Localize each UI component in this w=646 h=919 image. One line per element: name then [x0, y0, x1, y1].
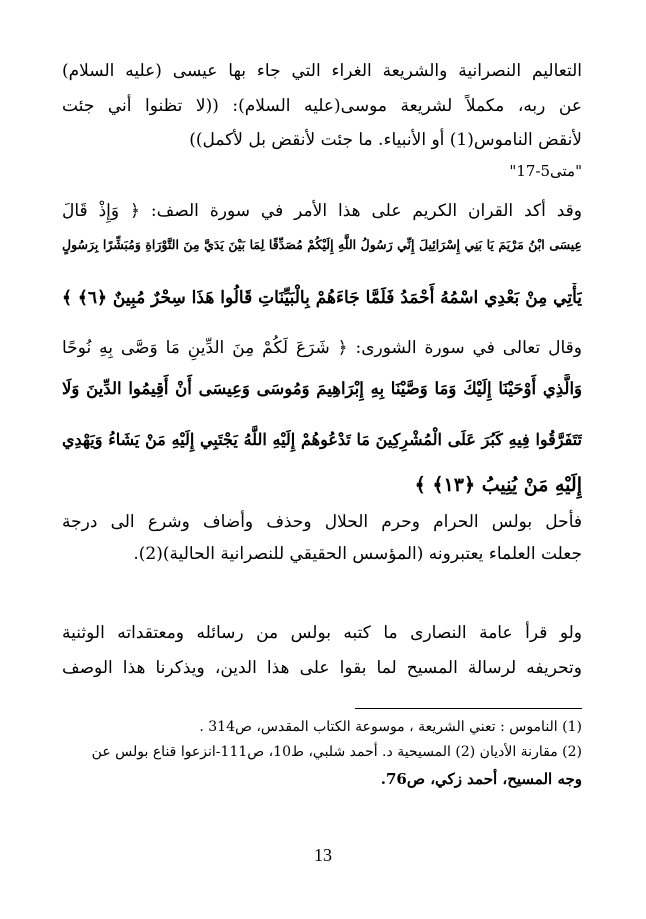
footnote-2: (2) مقارنة الأديان (2) المسيحية د. أحمد شلبي، ط10، ص111-انزعوا قناع بولس عن: [91, 744, 582, 760]
quran-verse-line-2: يَأْتِي مِنْ بَعْدِي اسْمُهُ أَحْمَدُ فَلَمَّا جَاءَهُمْ بِالْبَيِّنَاتِ قَالُوا هَذَا سِحْرٌ مُبِينٌ ﴿٦﴾ ﴾: [62, 288, 582, 308]
quran-verse-line-1: عِيسَى ابْنُ مَرْيَمَ يَا بَنِي إِسْرَائِيلَ إِنِّي رَسُولُ اللَّهِ إِلَيْكُمْ مُصَدِّقًا لِمَا بَيْنَ يَدَيَّ مِنَ التَّوْرَاةِ وَمُبَشِّرًا بِرَسُولٍ: [62, 237, 582, 252]
footnote-separator: [355, 708, 582, 709]
text-line-12: فأحل بولس الحرام وحرم الحلال وحذف وأضاف وشرع الى درجة: [62, 512, 582, 532]
text-line-15: وتحريفه لرسالة المسيح لما بقوا على هذا الدين، ويذكرنا هذا الوصف: [62, 658, 582, 678]
footnote-1: (1) الناموس : تعني الشريعة ، موسوعة الكتاب المقدس، ص314 .: [199, 719, 582, 735]
quran-verse-line-3: وَالَّذِي أَوْحَيْنَا إِلَيْكَ وَمَا وَصَّيْنَا بِهِ إِبْرَاهِيمَ وَمُوسَى وَعِيسَى أَنْ أَقِيمُوا الدِّينَ وَلَا: [62, 379, 582, 398]
footnote-2-continued: وجه المسيح، أحمد زكي، ص76.: [380, 770, 582, 788]
text-line-14: ولو قرأ عامة النصارى ما كتبه بولس من رسائله ومعتقداته الوثنية: [62, 623, 582, 643]
text-line-2: عن ربه، مكملاً لشريعة موسى(عليه السلام): ((لا تظنوا أني جئت: [62, 96, 582, 116]
text-line-13: جعلت العلماء يعتبرونه (المؤسس الحقيقي للنصرانية الحالية)(2).: [133, 544, 582, 564]
quran-verse-line-4: تَتَفَرَّقُوا فِيهِ كَبُرَ عَلَى الْمُشْرِكِينَ مَا تَدْعُوهُمْ إِلَيْهِ اللَّهُ يَجْتَبِي إِلَيْهِ مَنْ يَشَاءُ وَيَهْدِي: [62, 430, 582, 449]
text-line-3: لأنقض الناموس(1) أو الأنبياء. ما جئت لأنقض بل لأكمل)): [189, 130, 582, 150]
text-line-1: التعاليم النصرانية والشريعة الغراء التي جاء بها عيسى (عليه السلام): [62, 61, 582, 81]
bible-reference: "متى5-17": [509, 162, 582, 180]
quran-verse-line-5: إِلَيْهِ مَنْ يُنِيبُ ﴿١٣﴾ ﴾: [414, 474, 582, 496]
page-number: 13: [314, 845, 332, 865]
text-line-8: وقال تعالى في سورة الشورى: ﴿ شَرَعَ لَكُمْ مِنَ الدِّينِ مَا وَصَّى بِهِ نُوحًا: [62, 338, 582, 358]
text-line-5: وقد أكد القران الكريم على هذا الأمر في سورة الصف: ﴿ وَإِذْ قَالَ: [62, 201, 582, 221]
